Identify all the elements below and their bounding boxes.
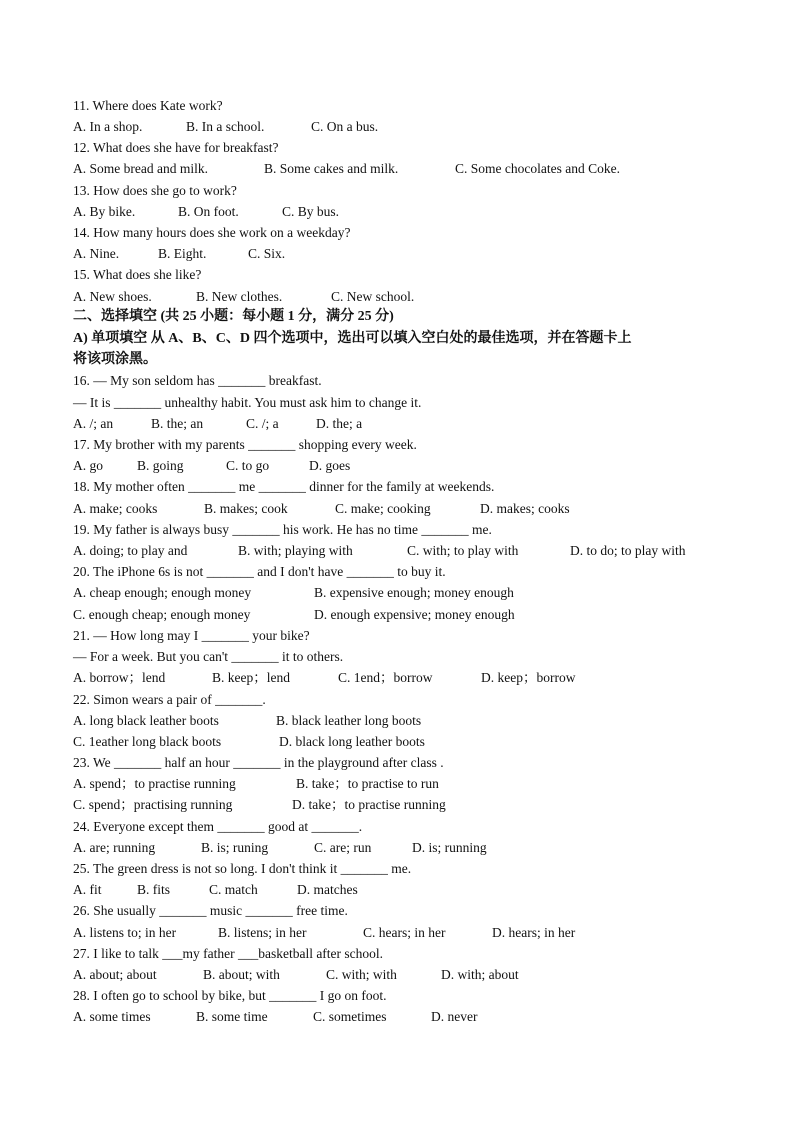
option: B. is; runing <box>201 840 269 855</box>
option: D. the; a <box>316 416 363 431</box>
option: C. make; cooking <box>335 501 431 516</box>
question-12: 12. What does she have for breakfast? <box>73 140 279 155</box>
option: B. expensive enough; money enough <box>314 585 514 600</box>
option: D. with; about <box>441 967 519 982</box>
question-11: 11. Where does Kate work? <box>73 98 223 113</box>
option: B. Some cakes and milk. <box>264 161 399 176</box>
option: A. borrow；lend <box>73 670 166 685</box>
option: C. sometimes <box>313 1009 387 1024</box>
option: A. are; running <box>73 840 156 855</box>
question-16-reply: — It is _______ unhealthy habit. You must ask him to change it. <box>73 395 422 410</box>
question-28: 28. I often go to school by bike, but _______ I go on foot. <box>73 988 387 1003</box>
option: A. doing; to play and <box>73 543 188 558</box>
option: B. some time <box>196 1009 268 1024</box>
option: C. hears; in her <box>363 925 446 940</box>
option: C. with; to play with <box>407 543 519 558</box>
option: B. Eight. <box>158 246 207 261</box>
option: A. spend；to practise running <box>73 776 236 791</box>
question-23: 23. We _______ half an hour _______ in the playground after class . <box>73 755 444 770</box>
option: C. enough cheap; enough money <box>73 607 251 622</box>
question-14: 14. How many hours does she work on a weekday? <box>73 225 351 240</box>
question-17: 17. My brother with my parents _______ shopping every week. <box>73 437 417 452</box>
section-subheading: A) 单项填空 从 A、B、C、D 四个选项中，选出可以填入空白处的最佳选项，并在答题卡上 <box>73 331 632 346</box>
option: D. hears; in her <box>492 925 576 940</box>
question-26: 26. She usually _______ music _______ free time. <box>73 903 348 918</box>
option: B. fits <box>137 882 171 897</box>
option: C. 1end；borrow <box>338 670 433 685</box>
option: B. New clothes. <box>196 289 283 304</box>
option: B. listens; in her <box>218 925 307 940</box>
option: D. take；to practise running <box>292 797 446 812</box>
option: C. New school. <box>331 289 415 304</box>
option: A. go <box>73 458 103 473</box>
option: D. matches <box>297 882 358 897</box>
option: D. to do; to play with <box>570 543 686 558</box>
options-28 <box>73 1009 478 1105</box>
option: D. enough expensive; money enough <box>314 607 515 622</box>
option: B. going <box>137 458 184 473</box>
option: C. By bus. <box>282 204 340 219</box>
question-24: 24. Everyone except them _______ good at _______. <box>73 819 363 834</box>
option: B. makes; cook <box>204 501 288 516</box>
option: A. make; cooks <box>73 501 158 516</box>
question-18: 18. My mother often _______ me _______ dinner for the family at weekends. <box>73 479 495 494</box>
option: D. goes <box>309 458 351 473</box>
option: C. /; a <box>246 416 279 431</box>
option: A. Nine. <box>73 246 120 261</box>
option: C. with; with <box>326 967 397 982</box>
option: C. Six. <box>248 246 286 261</box>
option: B. On foot. <box>178 204 239 219</box>
question-20: 20. The iPhone 6s is not _______ and I don't have _______ to buy it. <box>73 564 446 579</box>
question-15: 15. What does she like? <box>73 267 202 282</box>
option: C. Some chocolates and Coke. <box>455 161 620 176</box>
option: A. /; an <box>73 416 114 431</box>
question-13: 13. How does she go to work? <box>73 183 237 198</box>
option: D. black long leather boots <box>279 734 425 749</box>
option: B. black leather long boots <box>276 713 422 728</box>
option: B. In a school. <box>186 119 265 134</box>
option: A. In a shop. <box>73 119 143 134</box>
option: D. is; running <box>412 840 487 855</box>
option: C. are; run <box>314 840 372 855</box>
option: A. listens to; in her <box>73 925 177 940</box>
option: A. cheap enough; enough money <box>73 585 252 600</box>
question-22: 22. Simon wears a pair of _______. <box>73 692 266 707</box>
option: A. By bike. <box>73 204 136 219</box>
option: C. 1eather long black boots <box>73 734 222 749</box>
option: A. some times <box>73 1009 151 1024</box>
question-21: 21. — How long may I _______ your bike? <box>73 628 310 643</box>
question-27: 27. I like to talk ___my father ___basketball after school. <box>73 946 384 961</box>
option: A. Some bread and milk. <box>73 161 208 176</box>
question-25: 25. The green dress is not so long. I don't think it _______ me. <box>73 861 412 876</box>
option: C. match <box>209 882 258 897</box>
option: C. spend；practising running <box>73 797 233 812</box>
option: C. On a bus. <box>311 119 379 134</box>
option: A. New shoes. <box>73 289 152 304</box>
option: B. with; playing with <box>238 543 353 558</box>
section-subheading-cont: 将该项涂黑。 <box>73 352 157 367</box>
option: D. makes; cooks <box>480 501 570 516</box>
option: C. to go <box>226 458 270 473</box>
option: B. the; an <box>151 416 204 431</box>
option: B. keep；lend <box>212 670 290 685</box>
option: B. take；to practise to run <box>296 776 439 791</box>
question-21-reply: — For a week. But you can't _______ it to others. <box>73 649 344 664</box>
option: A. fit <box>73 882 102 897</box>
option: B. about; with <box>203 967 280 982</box>
option: A. long black leather boots <box>73 713 219 728</box>
question-19: 19. My father is always busy _______ his work. He has no time _______ me. <box>73 522 492 537</box>
section-heading: 二、选择填空 (共 25 小题：每小题 1 分，满分 25 分) <box>73 309 394 324</box>
question-16: 16. — My son seldom has _______ breakfast. <box>73 373 322 388</box>
option: D. never <box>431 1009 478 1024</box>
option: A. about; about <box>73 967 157 982</box>
option: D. keep；borrow <box>481 670 576 685</box>
